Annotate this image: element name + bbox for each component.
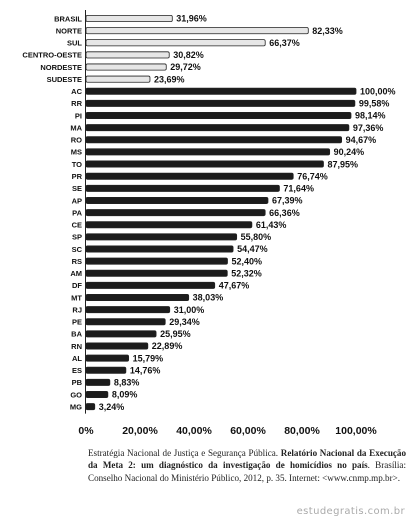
data-label: 67,39%: [271, 195, 303, 206]
category-label: RJ: [72, 305, 82, 315]
category-label: AP: [71, 196, 82, 206]
category-label: BA: [71, 329, 82, 339]
bar: [86, 294, 189, 300]
bar: [86, 15, 172, 21]
bar: [86, 185, 279, 191]
data-label: 100,00%: [360, 86, 396, 97]
category-label: SUDESTE: [46, 74, 82, 84]
bar: [86, 149, 330, 155]
bar: [86, 137, 342, 143]
data-label: 66,37%: [269, 37, 300, 48]
data-label: 76,74%: [297, 171, 328, 182]
bar: [86, 28, 308, 34]
data-label: 14,76%: [129, 365, 161, 376]
data-label: 71,64%: [283, 183, 314, 194]
bar: [86, 367, 126, 373]
bar: [86, 258, 227, 264]
category-label: DF: [72, 281, 82, 291]
category-label: PE: [71, 317, 82, 327]
bar: [86, 246, 233, 252]
source-citation: [88, 447, 406, 484]
category-label: SC: [71, 244, 82, 254]
category-label: MA: [70, 123, 82, 133]
data-label: 99,58%: [358, 98, 390, 109]
bar: [86, 161, 323, 167]
bar: [86, 197, 268, 203]
data-label: 29,72%: [170, 62, 201, 73]
bar: [86, 64, 166, 70]
bar: [86, 173, 293, 179]
data-label: 87,95%: [327, 159, 358, 170]
x-tick-label: 20,00%: [122, 425, 158, 437]
bar: [86, 76, 150, 82]
data-label: 61,43%: [255, 219, 287, 230]
bar: [86, 270, 227, 276]
bar: [86, 355, 129, 361]
category-label: SUL: [67, 38, 82, 48]
bar: [86, 88, 356, 94]
data-label: 47,67%: [218, 280, 250, 291]
bar: [86, 222, 252, 228]
category-label: AC: [71, 87, 82, 97]
data-label: 23,69%: [153, 74, 185, 85]
bar: [86, 379, 110, 385]
category-label: ES: [71, 366, 82, 376]
watermark: estudegratis.com.br: [296, 506, 405, 517]
category-label: PA: [72, 208, 82, 218]
category-label: NORDESTE: [40, 62, 82, 72]
category-label: RR: [71, 99, 82, 109]
bar: [86, 404, 95, 410]
data-label: 29,34%: [169, 316, 200, 327]
data-label: 52,32%: [231, 268, 262, 279]
source-title: Relatório Nacional da Execução da Meta 2: um diagnóstico da investigação de homicídios no país: [88, 448, 407, 471]
category-label: CENTRO-OESTE: [22, 50, 82, 60]
source-text-part2: . Brasília: Conselho Nacional do Ministério Público, 2012, p. 35. Internet: <www.cnmp.mp.br>.: [88, 460, 406, 483]
category-label: RN: [71, 341, 82, 351]
category-label: GO: [70, 390, 82, 400]
data-label: 38,03%: [192, 292, 224, 303]
bar: [86, 40, 265, 46]
category-label: AL: [72, 353, 82, 363]
x-tick-label: 100,00%: [335, 425, 377, 437]
bar: [86, 209, 265, 215]
x-tick-label: 0%: [78, 425, 94, 437]
category-label: MG: [69, 402, 82, 412]
bar: [86, 234, 237, 240]
data-label: 3,24%: [98, 401, 125, 412]
category-label: TO: [71, 159, 82, 169]
data-label: 8,83%: [113, 377, 140, 388]
category-label: MT: [71, 293, 82, 303]
bar: [86, 125, 349, 131]
category-label: RS: [71, 256, 82, 266]
data-label: 15,79%: [132, 353, 164, 364]
category-label: MS: [70, 147, 82, 157]
category-label: SE: [71, 184, 82, 194]
data-label: 31,96%: [176, 13, 207, 24]
bar: [86, 331, 156, 337]
data-label: 97,36%: [352, 122, 384, 133]
bar: [86, 307, 170, 313]
bar: [86, 282, 215, 288]
category-label: RO: [70, 135, 82, 145]
x-tick-label: 40,00%: [176, 425, 212, 437]
bar: [86, 100, 355, 106]
data-label: 98,14%: [354, 110, 386, 121]
category-label: AM: [70, 269, 82, 279]
category-label: PR: [71, 171, 82, 181]
x-tick-label: 60,00%: [230, 425, 266, 437]
data-label: 8,09%: [111, 389, 138, 400]
x-tick-label: 80,00%: [284, 425, 320, 437]
category-label: BRASIL: [54, 14, 82, 24]
category-label: NORTE: [55, 26, 82, 36]
category-label: SP: [71, 232, 82, 242]
data-label: 55,80%: [240, 232, 272, 243]
data-label: 66,36%: [269, 207, 300, 218]
data-label: 31,00%: [173, 304, 205, 315]
data-label: 30,82%: [173, 50, 204, 61]
data-label: 82,33%: [312, 25, 343, 36]
bar: [86, 319, 165, 325]
category-label: CE: [71, 220, 82, 230]
data-label: 90,24%: [333, 147, 365, 158]
bar: [86, 343, 148, 349]
data-label: 22,89%: [151, 341, 183, 352]
data-label: 52,40%: [231, 256, 263, 267]
category-label: PB: [71, 378, 82, 388]
bar: [86, 391, 108, 397]
bar: [86, 112, 351, 118]
data-label: 54,47%: [237, 244, 268, 255]
data-label: 25,95%: [160, 329, 191, 340]
data-label: 94,67%: [345, 135, 377, 145]
category-label: PI: [74, 111, 82, 121]
bar: [86, 52, 169, 58]
source-text-part1: Estratégia Nacional de Justiça e Segurança Pública.: [88, 448, 281, 458]
